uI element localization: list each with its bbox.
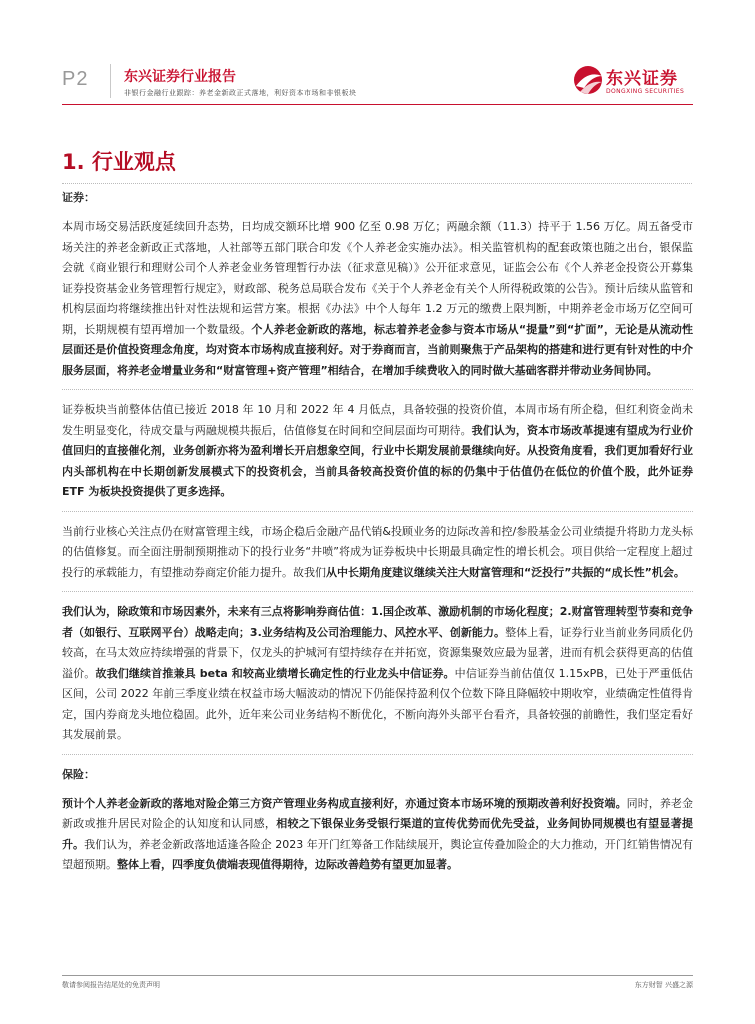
securities-label: 证券： xyxy=(62,191,95,204)
header-rule xyxy=(62,104,693,105)
securities-paragraph-1 xyxy=(62,217,693,381)
footer-slogan: 东方财智 兴盛之源 xyxy=(634,981,693,989)
section-title: 1. 行业观点 xyxy=(62,150,176,174)
insurance-label: 保险： xyxy=(62,767,95,781)
bold-text-run: 整体上看，四季度负债端表现值得期待，边际改善趋势有望更加显著。 xyxy=(117,858,458,871)
text-run: 本周市场交易活跃度延续回升态势，日均成交额环比增 900 亿至 0.98 万亿；两融余额（11.3）持平于 1.56 万亿。周五备受市场关注的养老金新政正式落地，人社部等五部门联合印发《个人养老金实施办法》。相关监管机构的配套政策也随之出台，银保监会就《商业银行和理财公司个人养老金业务管理暂行办法（征求意见稿）》公开征求意见，证监会公布《个人养老金投资公开募集证券投资基金业务管理暂行规定》，财政部、税务总局联合发布《关于个人养老金有关个人所得税政策的公告》。预计后续从监管和机构层面均将继续推出针对性法规和运营方案。根据《办法》中个人每年 1.2 万元的缴费上限判断，中期养老金市场万亿空间可期，长期规模有望再增加一个数量级。 xyxy=(62,220,693,336)
bold-text-run: 从中长期角度建议继续关注大财富管理和“泛投行”共振的“成长性”机会。 xyxy=(326,565,685,579)
text-run: 整体上看，证券行业当前业务同质化仍较高，在马太效应持续增强的背景下，仅龙头的护城河有望持续存在并拓宽，资源集聚效应最为显著，进而有机会获得更高的估值溢价。 xyxy=(62,625,693,680)
text-run: 中信证券当前估值仅 1.15xPB，已处于严重低估区间，公司 2022 年前三季度业绩在权益市场大幅波动的情况下仍能保持盈利仅个位数下降且降幅较中期收窄，业绩确定性值得肯定，国内券商龙头地位稳固。此外，近年来公司业务结构不断优化，不断向海外头部平台看齐，具备较强的前瞻性，我们坚定看好其发展前景。 xyxy=(62,666,693,741)
insurance-paragraph-1 xyxy=(62,794,693,876)
header-divider xyxy=(110,64,111,98)
section-title-divider xyxy=(62,183,692,184)
paragraph-divider xyxy=(62,389,693,390)
bold-text-run: 预计个人养老金新政的落地对险企第三方资产管理业务构成直接利好，亦通过资本市场环境的预期改善利好投资端。 xyxy=(62,796,627,810)
section-divider xyxy=(62,754,693,755)
logo-cn-text: 东兴证券 xyxy=(606,69,678,89)
footer-disclaimer: 敬请参阅报告结尾处的免责声明 xyxy=(62,981,160,989)
bold-text-run: 个人养老金新政的落地，标志着养老金参与资本市场从“提量”到“扩面”，无论是从流动性层面还是价值投资理念角度，均对资本市场构成直接利好。对于券商而言，当前则聚焦于产品架构的搭建和进行更有针对性的中介服务层面，将养老金增量业务和“财富管理+资产管理”相结合，在增加手续费收入的同时做大基础客群并带动业务间协同。 xyxy=(62,322,694,377)
paragraph-divider xyxy=(62,511,693,512)
text-run: 同时，养老金新政或推升居民对险企的认知度和认同感， xyxy=(62,796,693,830)
footer-rule xyxy=(62,975,693,976)
report-body xyxy=(62,188,693,884)
paragraph-divider xyxy=(62,591,693,592)
text-run: 我们认为，养老金新政落地适逢各险企 2023 年开门红筹备工作陆续展开，舆论宣传叠加险企的大力推动，开门红销售情况有望超预期。 xyxy=(62,837,694,871)
text-run: 当前行业核心关注点仍在财富管理主线，市场企稳后金融产品代销&投顾业务的边际改善和控/参股基金公司业绩提升将助力龙头标的估值修复。而全面注册制预期推动下的投行业务“井喷”将成为证券板块中长期最具确定性的增长机会。项目供给一定程度上超过投行的承载能力，有望推动券商定价能力提升。故我们 xyxy=(62,524,693,579)
logo-en-text: DONGXING SECURITIES xyxy=(606,88,685,95)
securities-paragraph-3 xyxy=(62,522,693,584)
securities-paragraph-2 xyxy=(62,400,693,503)
report-subtitle: 非银行金融行业跟踪：养老金新政正式落地，利好资本市场和非银板块 xyxy=(124,89,357,97)
bold-text-run: 我们认为，资本市场改革提速有望成为行业价值回归的直接催化剂，业务创新亦将为盈利增长开启想象空间，行业中长期发展前景继续向好。从投资角度看，我们更加看好行业内头部机构在中长期创新发展模式下的投资机会，当前具备较高投资价值的标的仍集中于估值仍在低位的价值个股，此外证券 ETF 为板块投资提供了更多选择。 xyxy=(62,423,693,498)
report-title: 东兴证券行业报告 xyxy=(124,69,236,85)
bold-text-run: 我们认为，除政策和市场因素外，未来有三点将影响券商估值：1.国企改革、激励机制的市场化程度；2.财富管理转型节奏和竞争者（如银行、互联网平台）战略走向；3.业务结构及公司治理能力、风控水平、创新能力。 xyxy=(62,605,693,639)
securities-paragraph-4 xyxy=(62,602,693,746)
page-header xyxy=(0,0,755,110)
bold-text-run: 故我们继续首推兼具 beta 和较高业绩增长确定性的行业龙头中信证券。 xyxy=(95,666,455,680)
page-number: P2 xyxy=(62,68,89,90)
text-run: 证券板块当前整体估值已接近 2018 年 10 月和 2022 年 4 月低点，具备较强的投资价值，本周市场有所企稳，但红利资金尚未发生明显变化，待成交量与两融规模共振后，估值修复在时间和空间层面均可期待。 xyxy=(62,403,693,437)
bold-text-run: 相较之下银保业务受银行渠道的宣传优势而优先受益，业务间协同规模也有望显著提升。 xyxy=(62,817,694,851)
